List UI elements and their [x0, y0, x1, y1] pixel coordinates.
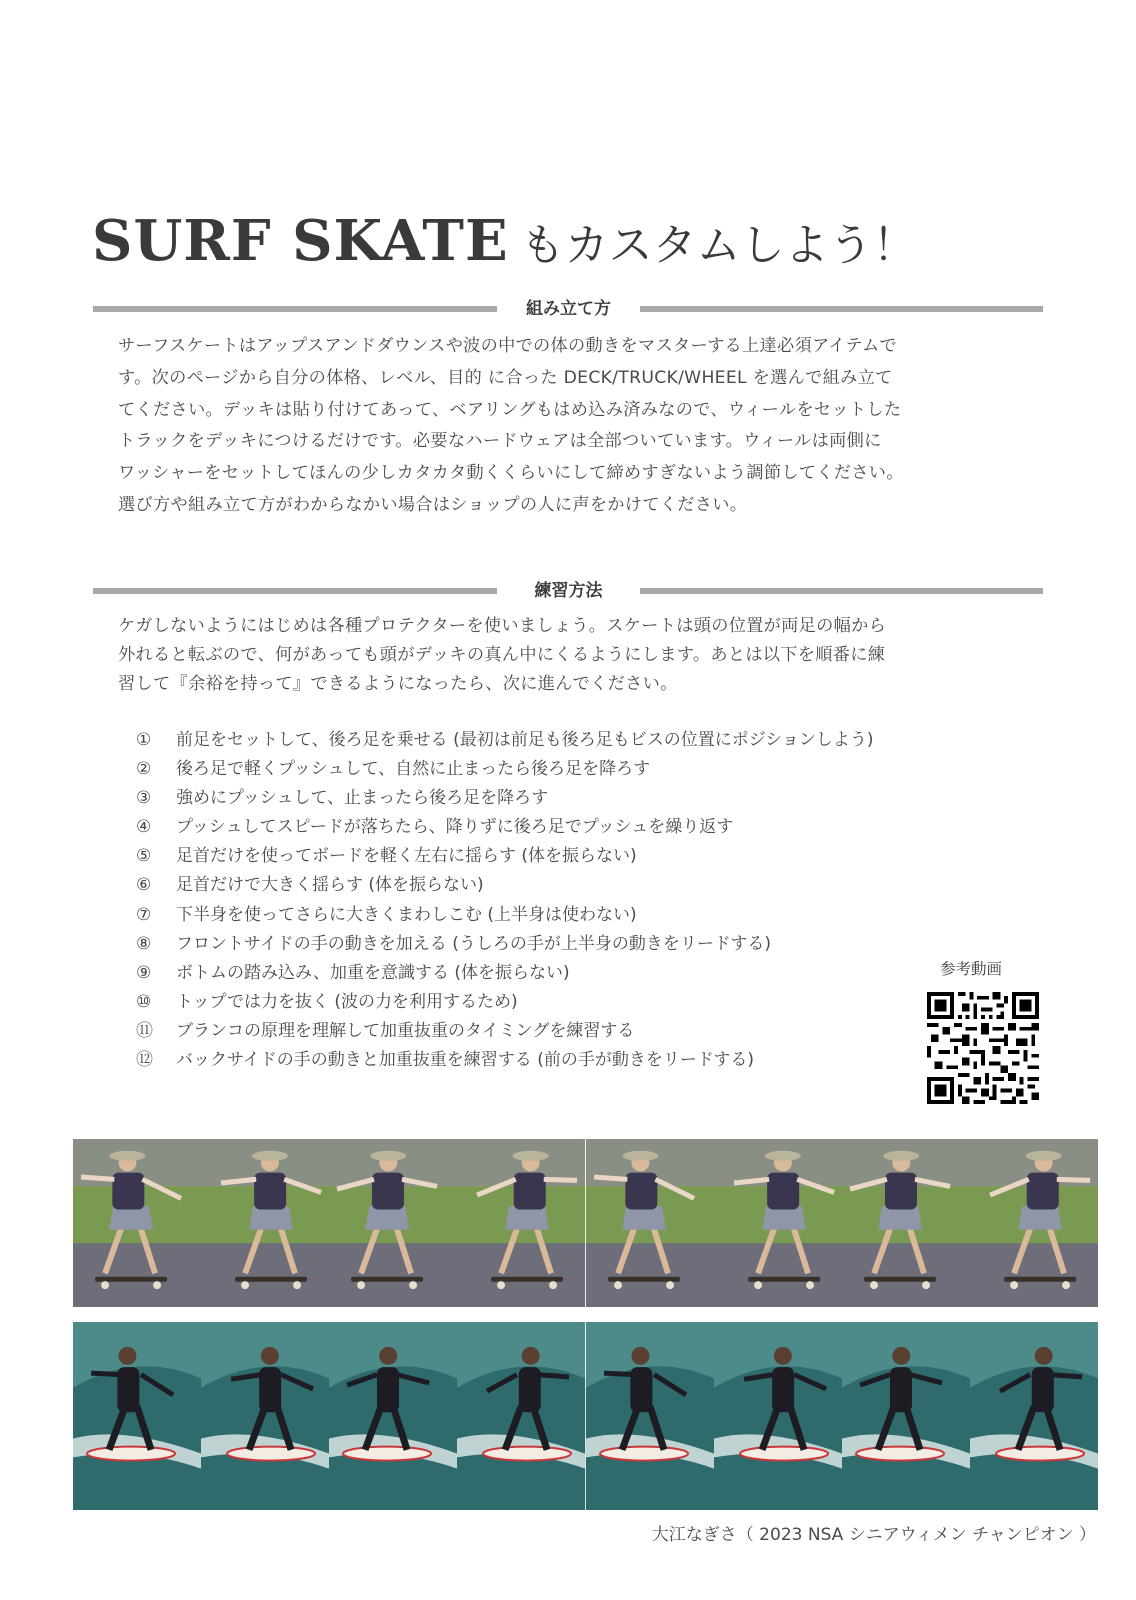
title-rest: もカスタムしよう！ — [520, 220, 917, 271]
step-number: ⑫ — [136, 1050, 153, 1071]
step-item — [136, 813, 874, 842]
step-text: ブランコの原理を理解して加重抜重のタイミングを練習する — [176, 1020, 635, 1041]
step-text: 強めにプッシュして、止まったら後ろ足を降ろす — [176, 788, 549, 809]
step-number: ② — [136, 759, 152, 780]
step-text: フロントサイドの手の動きを加える (うしろの手が上半身の動きをリードする) — [176, 933, 771, 954]
surf-photo-frame — [714, 1322, 842, 1510]
step-number: ⑥ — [136, 875, 152, 896]
assembly-line: トラックをデッキにつけるだけです。必要なハードウェアは全部ついています。ウィールは両側に — [118, 431, 882, 452]
step-number: ⑤ — [136, 846, 152, 867]
surf-photo-frame — [329, 1322, 457, 1510]
skate-photo-frame — [73, 1139, 201, 1307]
step-text: 後ろ足で軽くプッシュして、自然に止まったら後ろ足を降ろす — [176, 759, 651, 780]
step-item — [136, 755, 874, 784]
step-item — [136, 726, 874, 755]
step-number: ⑪ — [136, 1020, 153, 1041]
skate-photo-frame — [201, 1139, 329, 1307]
skate-photo-frame — [329, 1139, 457, 1307]
practice-heading — [93, 579, 1043, 603]
surf-skate-photo-strip — [73, 1139, 1098, 1307]
assembly-text — [118, 331, 1033, 522]
skate-photo-frame — [970, 1139, 1098, 1307]
step-item — [136, 901, 874, 930]
assembly-heading — [93, 297, 1043, 321]
step-item — [136, 871, 874, 900]
step-item — [136, 930, 874, 959]
heading-rule-left — [93, 306, 497, 312]
heading-rule-right — [640, 306, 1043, 312]
surf-photo-frame — [842, 1322, 970, 1510]
qr-label: 参考動画 — [940, 960, 1003, 978]
assembly-line: てください。デッキは貼り付けてあって、ベアリングもはめ込み済みなので、ウィールをセットした — [118, 399, 902, 420]
practice-intro — [118, 612, 1033, 699]
step-text: 足首だけを使ってボードを軽く左右に揺らす (体を振らない) — [176, 846, 637, 867]
practice-heading-label: 練習方法 — [534, 581, 603, 601]
assembly-line: す。次のページから自分の体格、レベル、目的 に合った DECK/TRUCK/WHEEL を選んで組み立て — [118, 367, 893, 388]
step-number: ⑧ — [136, 933, 152, 954]
page-title — [92, 208, 1052, 282]
surf-photo-frame — [73, 1322, 201, 1510]
heading-rule-left — [93, 588, 497, 594]
skate-photo-frame — [586, 1139, 714, 1307]
assembly-line: サーフスケートはアップスアンドダウンスや波の中での体の動きをマスターする上達必須アイテムで — [118, 336, 898, 356]
step-text: プッシュしてスピードが落ちたら、降りずに後ろ足でプッシュを繰り返す — [176, 817, 734, 838]
practice-intro-line: ケガしないようにはじめは各種プロテクターを使いましょう。スケートは頭の位置が両足の幅から — [118, 616, 887, 636]
step-number: ① — [136, 730, 152, 750]
step-number: ⑩ — [136, 991, 152, 1012]
step-text: トップでは力を抜く (波の力を利用するため) — [176, 991, 518, 1012]
surfing-photo-strip — [73, 1322, 1098, 1510]
step-item — [136, 784, 874, 813]
step-text: 足首だけで大きく揺らす (体を振らない) — [176, 875, 484, 896]
step-item — [136, 1017, 874, 1046]
step-number: ③ — [136, 788, 152, 809]
surf-photo-frame — [970, 1322, 1098, 1510]
step-text: ボトムの踏み込み、加重を意識する (体を振らない) — [176, 962, 570, 983]
surf-photo-frame — [457, 1322, 585, 1510]
practice-intro-line: 外れると転ぶので、何があっても頭がデッキの真ん中にくるようにします。あとは以下を順番に練 — [118, 645, 886, 665]
step-item — [136, 842, 874, 871]
practice-steps — [136, 726, 874, 1075]
practice-intro-line: 習して『余裕を持って』できるようになったら、次に進んでください。 — [118, 674, 678, 694]
surf-photo-frame — [201, 1322, 329, 1510]
skate-photo-frame — [842, 1139, 970, 1307]
assembly-line: 選び方や組み立て方がわからなかい場合はショップの人に声をかけてください。 — [118, 494, 748, 515]
step-text: 前足をセットして、後ろ足を乗せる (最初は前足も後ろ足もビスの位置にポジションしよう) — [176, 730, 874, 750]
skate-photo-frame — [714, 1139, 842, 1307]
step-item — [136, 1046, 874, 1075]
assembly-line: ワッシャーをセットしてほんの少しカタカタ動くくらいにして締めすぎないよう調節してください。 — [118, 463, 904, 484]
title-bold: SURF SKATE — [92, 208, 509, 274]
step-text: バックサイドの手の動きと加重抜重を練習する (前の手が動きをリードする) — [176, 1050, 754, 1071]
step-item — [136, 959, 874, 988]
surf-photo-frame — [586, 1322, 714, 1510]
step-text: 下半身を使ってさらに大きくまわしこむ (上半身は使わない) — [176, 904, 637, 925]
photo-caption: 大江なぎさ（ 2023 NSA シニアウィメン チャンピオン ） — [651, 1525, 1096, 1545]
step-number: ⑦ — [136, 904, 152, 925]
step-number: ⑨ — [136, 962, 152, 983]
step-item — [136, 988, 874, 1017]
step-number: ④ — [136, 817, 152, 838]
skate-photo-frame — [457, 1139, 585, 1307]
assembly-heading-label: 組み立て方 — [526, 299, 611, 319]
heading-rule-right — [640, 588, 1043, 594]
qr-code-icon[interactable] — [927, 992, 1039, 1104]
